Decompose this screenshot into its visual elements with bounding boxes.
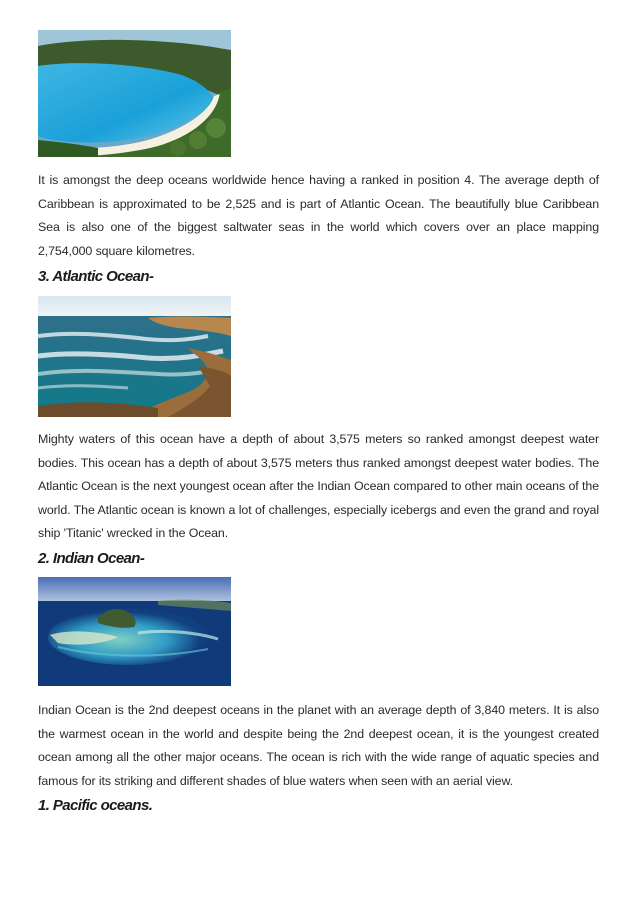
atlantic-coast-photo [38,296,231,417]
caribbean-bay-photo [38,30,231,157]
atlantic-paragraph: Mighty waters of this ocean have a depth of about 3,575 meters so ranked amongst deepest water bodies. This ocean has a depth of about 3,575 meters thus ranked amongst deepest water bodies. The Atlantic Ocean is the next youngest ocean after the Indian Ocean compared to other main oceans of the world. The Atlantic ocean is known a lot of challenges, especially icebergs and even the grand and royal ship 'Titanic' wrecked in the Ocean. [38,432,599,540]
indian-paragraph: Indian Ocean is the 2nd deepest oceans in the planet with an average depth of 3,840 meters. It is also the warmest ocean in the world and despite being the 2nd deepest ocean, it is the youngest created ocean among all the other major oceans. The ocean is rich with the wide range of aquatic species and famous for its striking and different shades of blue waters when seen with an aerial view. [38,703,599,788]
pacific-heading: 1. Pacific oceans. [38,797,153,814]
indian-heading: 2. Indian Ocean- [38,550,145,567]
caribbean-paragraph: It is amongst the deep oceans worldwide hence having a ranked in position 4. The average depth of Caribbean is approximated to be 2,525 and is part of Atlantic Ocean. The beautifully blue Caribbean Sea is also one of the biggest saltwater seas in the world which covers over an place mapping 2,754,000 square kilometres. [38,173,599,258]
indian-ocean-aerial-photo [38,577,231,686]
atlantic-heading: 3. Atlantic Ocean- [38,268,154,285]
